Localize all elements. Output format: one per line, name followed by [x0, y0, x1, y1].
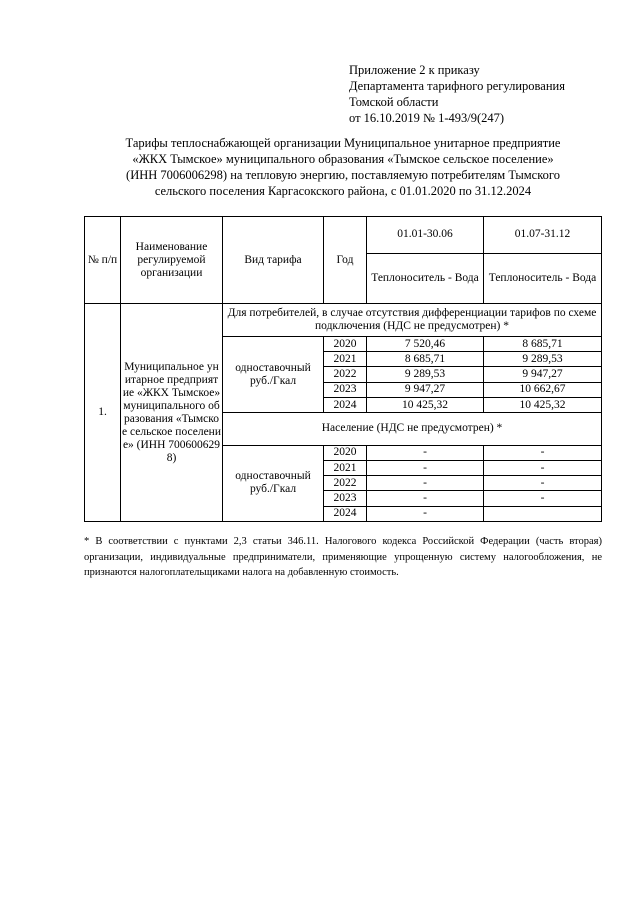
- header-carrier-2: Теплоноситель - Вода: [484, 253, 602, 304]
- year-cell: 2023: [324, 491, 367, 506]
- value-cell-h1: -: [367, 506, 484, 521]
- header-period-2: 01.07-31.12: [484, 217, 602, 254]
- section-2-tariff: одноставочный руб./Гкал: [223, 445, 324, 521]
- header-org: Наименование регулируемой организации: [121, 217, 223, 304]
- value-cell-h1: -: [367, 460, 484, 475]
- appendix-line: Департамента тарифного регулирования: [349, 79, 565, 93]
- year-cell: 2020: [324, 336, 367, 351]
- value-cell-h1: 10 425,32: [367, 397, 484, 412]
- header-num: № п/п: [85, 217, 121, 304]
- year-cell: 2022: [324, 476, 367, 491]
- value-cell-h1: 8 685,71: [367, 352, 484, 367]
- value-cell-h2: -: [484, 460, 602, 475]
- appendix-line: Томской области: [349, 95, 439, 109]
- value-cell-h1: -: [367, 445, 484, 460]
- value-cell-h2: -: [484, 476, 602, 491]
- footnote: * В соответствии с пунктами 2,3 статьи 346.11. Налогового кодекса Российской Федерации (часть вторая) организации, индивидуальные предприниматели, применяющие упрощенную систему налогообложения, не признаются налогоплательщиками налога на добавленную стоимость.: [84, 536, 602, 578]
- section-1-label: Для потребителей, в случае отсутствия дифференциации тарифов по схеме подключения (НДС не предусмотрен) *: [223, 304, 602, 337]
- year-cell: 2021: [324, 352, 367, 367]
- year-cell: 2023: [324, 382, 367, 397]
- appendix-header: [349, 62, 565, 126]
- year-cell: 2022: [324, 367, 367, 382]
- header-period-1: 01.01-30.06: [367, 217, 484, 254]
- value-cell-h2: 9 947,27: [484, 367, 602, 382]
- value-cell-h2: -: [484, 445, 602, 460]
- year-cell: 2020: [324, 445, 367, 460]
- title-line: сельского поселения Каргасокского района, с 01.01.2020 по 31.12.2024: [154, 184, 532, 198]
- year-cell: 2024: [324, 397, 367, 412]
- title-line: Тарифы теплоснабжающей организации Муниципальное унитарное предприятие: [125, 136, 561, 150]
- title-line: (ИНН 7006006298) на тепловую энергию, поставляемую потребителям Тымского: [126, 168, 560, 182]
- appendix-line: от 16.10.2019 № 1-493/9(247): [349, 111, 505, 125]
- header-carrier-1: Теплоноситель - Вода: [367, 253, 484, 304]
- year-cell: 2024: [324, 506, 367, 521]
- value-cell-h1: -: [367, 491, 484, 506]
- value-cell-h1: 7 520,46: [367, 336, 484, 351]
- value-cell-h2: 8 685,71: [484, 336, 602, 351]
- appendix-line: Приложение 2 к приказу: [349, 63, 480, 77]
- year-cell: 2021: [324, 460, 367, 475]
- value-cell-h1: -: [367, 476, 484, 491]
- header-year: Год: [324, 217, 367, 304]
- title-line: «ЖКХ Тымское» муниципального образования «Тымское сельское поселение»: [132, 152, 554, 166]
- value-cell-h2: -: [484, 491, 602, 506]
- section-1-tariff: одноставочный руб./Гкал: [223, 336, 324, 412]
- document-title: [84, 135, 602, 199]
- header-tariff-type: Вид тарифа: [223, 217, 324, 304]
- section-2-label: Население (НДС не предусмотрен) *: [223, 413, 602, 446]
- row-number: 1.: [85, 304, 121, 522]
- value-cell-h2: 9 289,53: [484, 352, 602, 367]
- org-name: Муниципальное унитарное предприятие «ЖКХ Тымское» муниципального образования «Тымское сельское поселение» (ИНН 7006006298): [121, 304, 223, 522]
- value-cell-h2: [484, 506, 602, 521]
- tariff-table: [84, 216, 602, 522]
- value-cell-h2: 10 425,32: [484, 397, 602, 412]
- value-cell-h2: 10 662,67: [484, 382, 602, 397]
- value-cell-h1: 9 947,27: [367, 382, 484, 397]
- value-cell-h1: 9 289,53: [367, 367, 484, 382]
